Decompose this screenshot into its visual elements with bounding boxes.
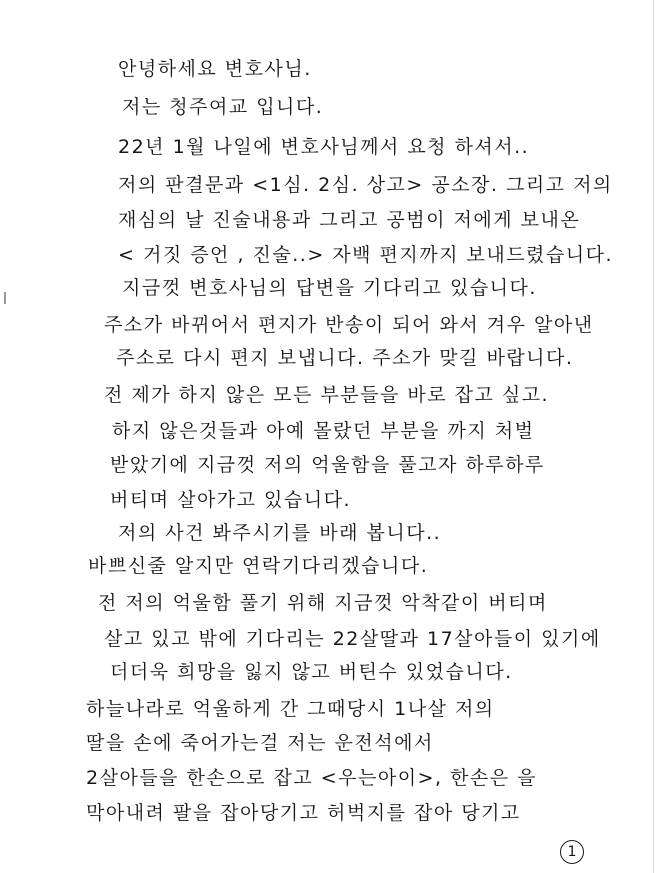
letter-line: 재심의 날 진술내용과 그리고 공범이 저에게 보내온 (118, 209, 581, 231)
letter-line: 저의 판결문과 <1심. 2심. 상고> 공소장. 그리고 저의 (118, 174, 613, 196)
letter-line: 안녕하세요 변호사님. (118, 58, 312, 80)
letter-line: 딸을 손에 죽어가는걸 저는 운전석에서 (86, 732, 434, 754)
letter-line: 저의 사건 봐주시기를 바래 봅니다.. (118, 522, 442, 544)
letter-line: 받았기에 지금껏 저의 억울함을 풀고자 하루하루 (110, 454, 545, 476)
letter-line: 주소가 바뀌어서 편지가 반송이 되어 와서 겨우 알아낸 (104, 314, 594, 336)
letter-line: < 거짓 증언 , 진술..> 자백 편지까지 보내드렸습니다. (118, 244, 614, 266)
letter-line: 22년 1월 나일에 변호사님께서 요청 하셔서.. (118, 136, 530, 158)
letter-line: 버티며 살아가고 있습니다. (110, 489, 352, 511)
letter-line: 바쁘신줄 알지만 연락기다리겠습니다. (88, 555, 429, 577)
letter-line: 하지 않은것들과 아예 몰랐던 부분을 까지 처벌 (112, 420, 535, 442)
letter-line: 지금껏 변호사님의 답변을 기다리고 있습니다. (122, 277, 537, 299)
margin-mark (4, 292, 6, 304)
letter-line: 살고 있고 밖에 기다리는 22살딸과 17살아들이 있기에 (104, 628, 601, 650)
letter-line: 저는 청주여교 입니다. (122, 96, 324, 118)
letter-line: 주소로 다시 편지 보냅니다. 주소가 맞길 바랍니다. (116, 347, 574, 369)
letter-line: 전 제가 하지 않은 모든 부분들을 바로 잡고 싶고. (104, 384, 550, 406)
page-edge-line (653, 0, 654, 873)
letter-line: 하늘나라로 억울하게 간 그때당시 1나살 저의 (86, 698, 495, 720)
letter-line: 전 저의 억울함 풀기 위해 지금껏 악착같이 버티며 (98, 592, 548, 614)
page-number: 1 (560, 840, 584, 864)
letter-line: 더더욱 희망을 잃지 않고 버틴수 있었습니다. (110, 661, 513, 683)
letter-line: 2살아들을 한손으로 잡고 <우는아이>, 한손은 을 (86, 767, 538, 789)
letter-line: 막아내려 팔을 잡아당기고 허벅지를 잡아 당기고 (86, 802, 521, 824)
